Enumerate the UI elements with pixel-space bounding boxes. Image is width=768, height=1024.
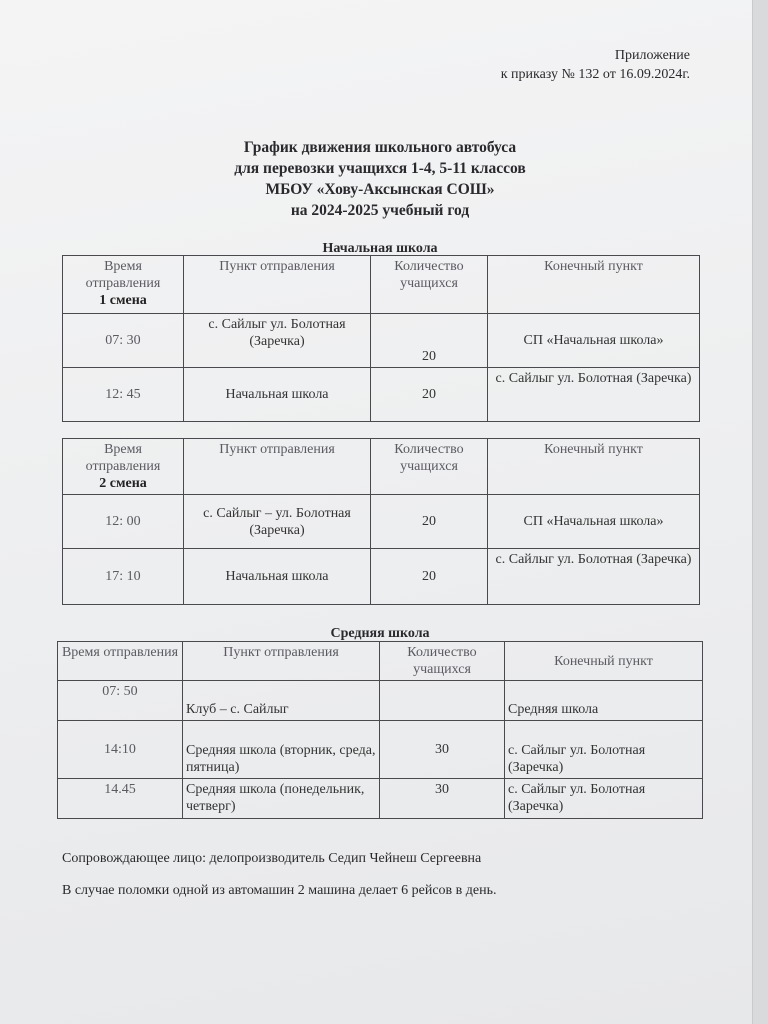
secondary-table	[57, 641, 703, 819]
departure-header: Пункт отправления	[183, 642, 380, 681]
row-count	[380, 681, 505, 721]
shift-label: 1 смена	[99, 293, 147, 308]
appendix-line-1: Приложение	[614, 48, 690, 63]
row-count: 30	[380, 721, 505, 779]
students-header: Количество учащихся	[371, 439, 488, 495]
shift1-table	[62, 255, 700, 422]
title-line-1: График движения школьного автобуса	[243, 139, 517, 156]
row-destination: СП «Начальная школа»	[488, 314, 700, 368]
row-count: 20	[371, 549, 488, 605]
secondary-section-title: Средняя школа	[330, 626, 430, 641]
table-row	[58, 721, 703, 779]
table-row	[58, 779, 703, 819]
destination-header: Конечный пункт	[488, 439, 700, 495]
table-row	[63, 314, 700, 368]
row-count: 20	[371, 314, 488, 368]
row-count: 20	[371, 495, 488, 549]
primary-section-title: Начальная школа	[322, 241, 438, 256]
document-title	[150, 137, 610, 221]
time-header-label: Время отправления	[85, 442, 161, 474]
shift-label: 2 смена	[99, 476, 147, 491]
table-row	[58, 681, 703, 721]
shift1-time-header	[63, 256, 184, 314]
title-line-2: для перевозки учащихся 1-4, 5-11 классов	[234, 160, 526, 177]
row-time: 12: 00	[63, 495, 184, 549]
departure-header: Пункт отправления	[184, 256, 371, 314]
row-time: 14.45	[58, 779, 183, 819]
destination-header: Конечный пункт	[505, 642, 703, 681]
secondary-header-row	[58, 642, 703, 681]
row-count: 20	[371, 368, 488, 422]
row-departure: Средняя школа (понедельник, четверг)	[183, 779, 380, 819]
breakdown-note: В случае поломки одной из автомашин 2 машина делает 6 рейсов в день.	[62, 883, 497, 898]
row-time: 07: 30	[63, 314, 184, 368]
time-header-label: Время отправления	[85, 259, 161, 291]
table-row	[63, 549, 700, 605]
escort-note: Сопровождающее лицо: делопроизводитель Седип Чейнеш Сергеевна	[62, 851, 482, 866]
row-destination: Средняя школа	[505, 681, 703, 721]
row-departure: Клуб – с. Сайлыг	[183, 681, 380, 721]
row-time: 17: 10	[63, 549, 184, 605]
row-departure: Начальная школа	[184, 549, 371, 605]
row-departure: с. Сайлыг ул. Болотная (Заречка)	[184, 314, 371, 368]
shift1-header-row	[63, 256, 700, 314]
destination-header: Конечный пункт	[488, 256, 700, 314]
students-header: Количество учащихся	[380, 642, 505, 681]
shift2-table	[62, 438, 700, 605]
title-line-4: на 2024-2025 учебный год	[290, 202, 470, 219]
table-row	[63, 368, 700, 422]
row-destination: с. Сайлыг ул. Болотная (Заречка)	[488, 368, 700, 422]
row-destination: с. Сайлыг ул. Болотная (Заречка)	[488, 549, 700, 605]
row-departure: Средняя школа (вторник, среда, пятница)	[183, 721, 380, 779]
row-time: 12: 45	[63, 368, 184, 422]
row-destination: с. Сайлыг ул. Болотная (Заречка)	[505, 721, 703, 779]
row-count: 30	[380, 779, 505, 819]
departure-header: Пункт отправления	[184, 439, 371, 495]
time-header: Время отправления	[58, 642, 183, 681]
table-row	[63, 495, 700, 549]
row-departure: Начальная школа	[184, 368, 371, 422]
shift2-time-header	[63, 439, 184, 495]
row-time: 07: 50	[58, 681, 183, 721]
row-time: 14:10	[58, 721, 183, 779]
shift2-header-row	[63, 439, 700, 495]
appendix-line-2: к приказу № 132 от 16.09.2024г.	[500, 67, 690, 82]
row-destination: СП «Начальная школа»	[488, 495, 700, 549]
students-header: Количество учащихся	[371, 256, 488, 314]
row-departure: с. Сайлыг – ул. Болотная (Заречка)	[184, 495, 371, 549]
row-destination: с. Сайлыг ул. Болотная (Заречка)	[505, 779, 703, 819]
title-line-3: МБОУ «Хову-Аксынская СОШ»	[265, 181, 495, 198]
